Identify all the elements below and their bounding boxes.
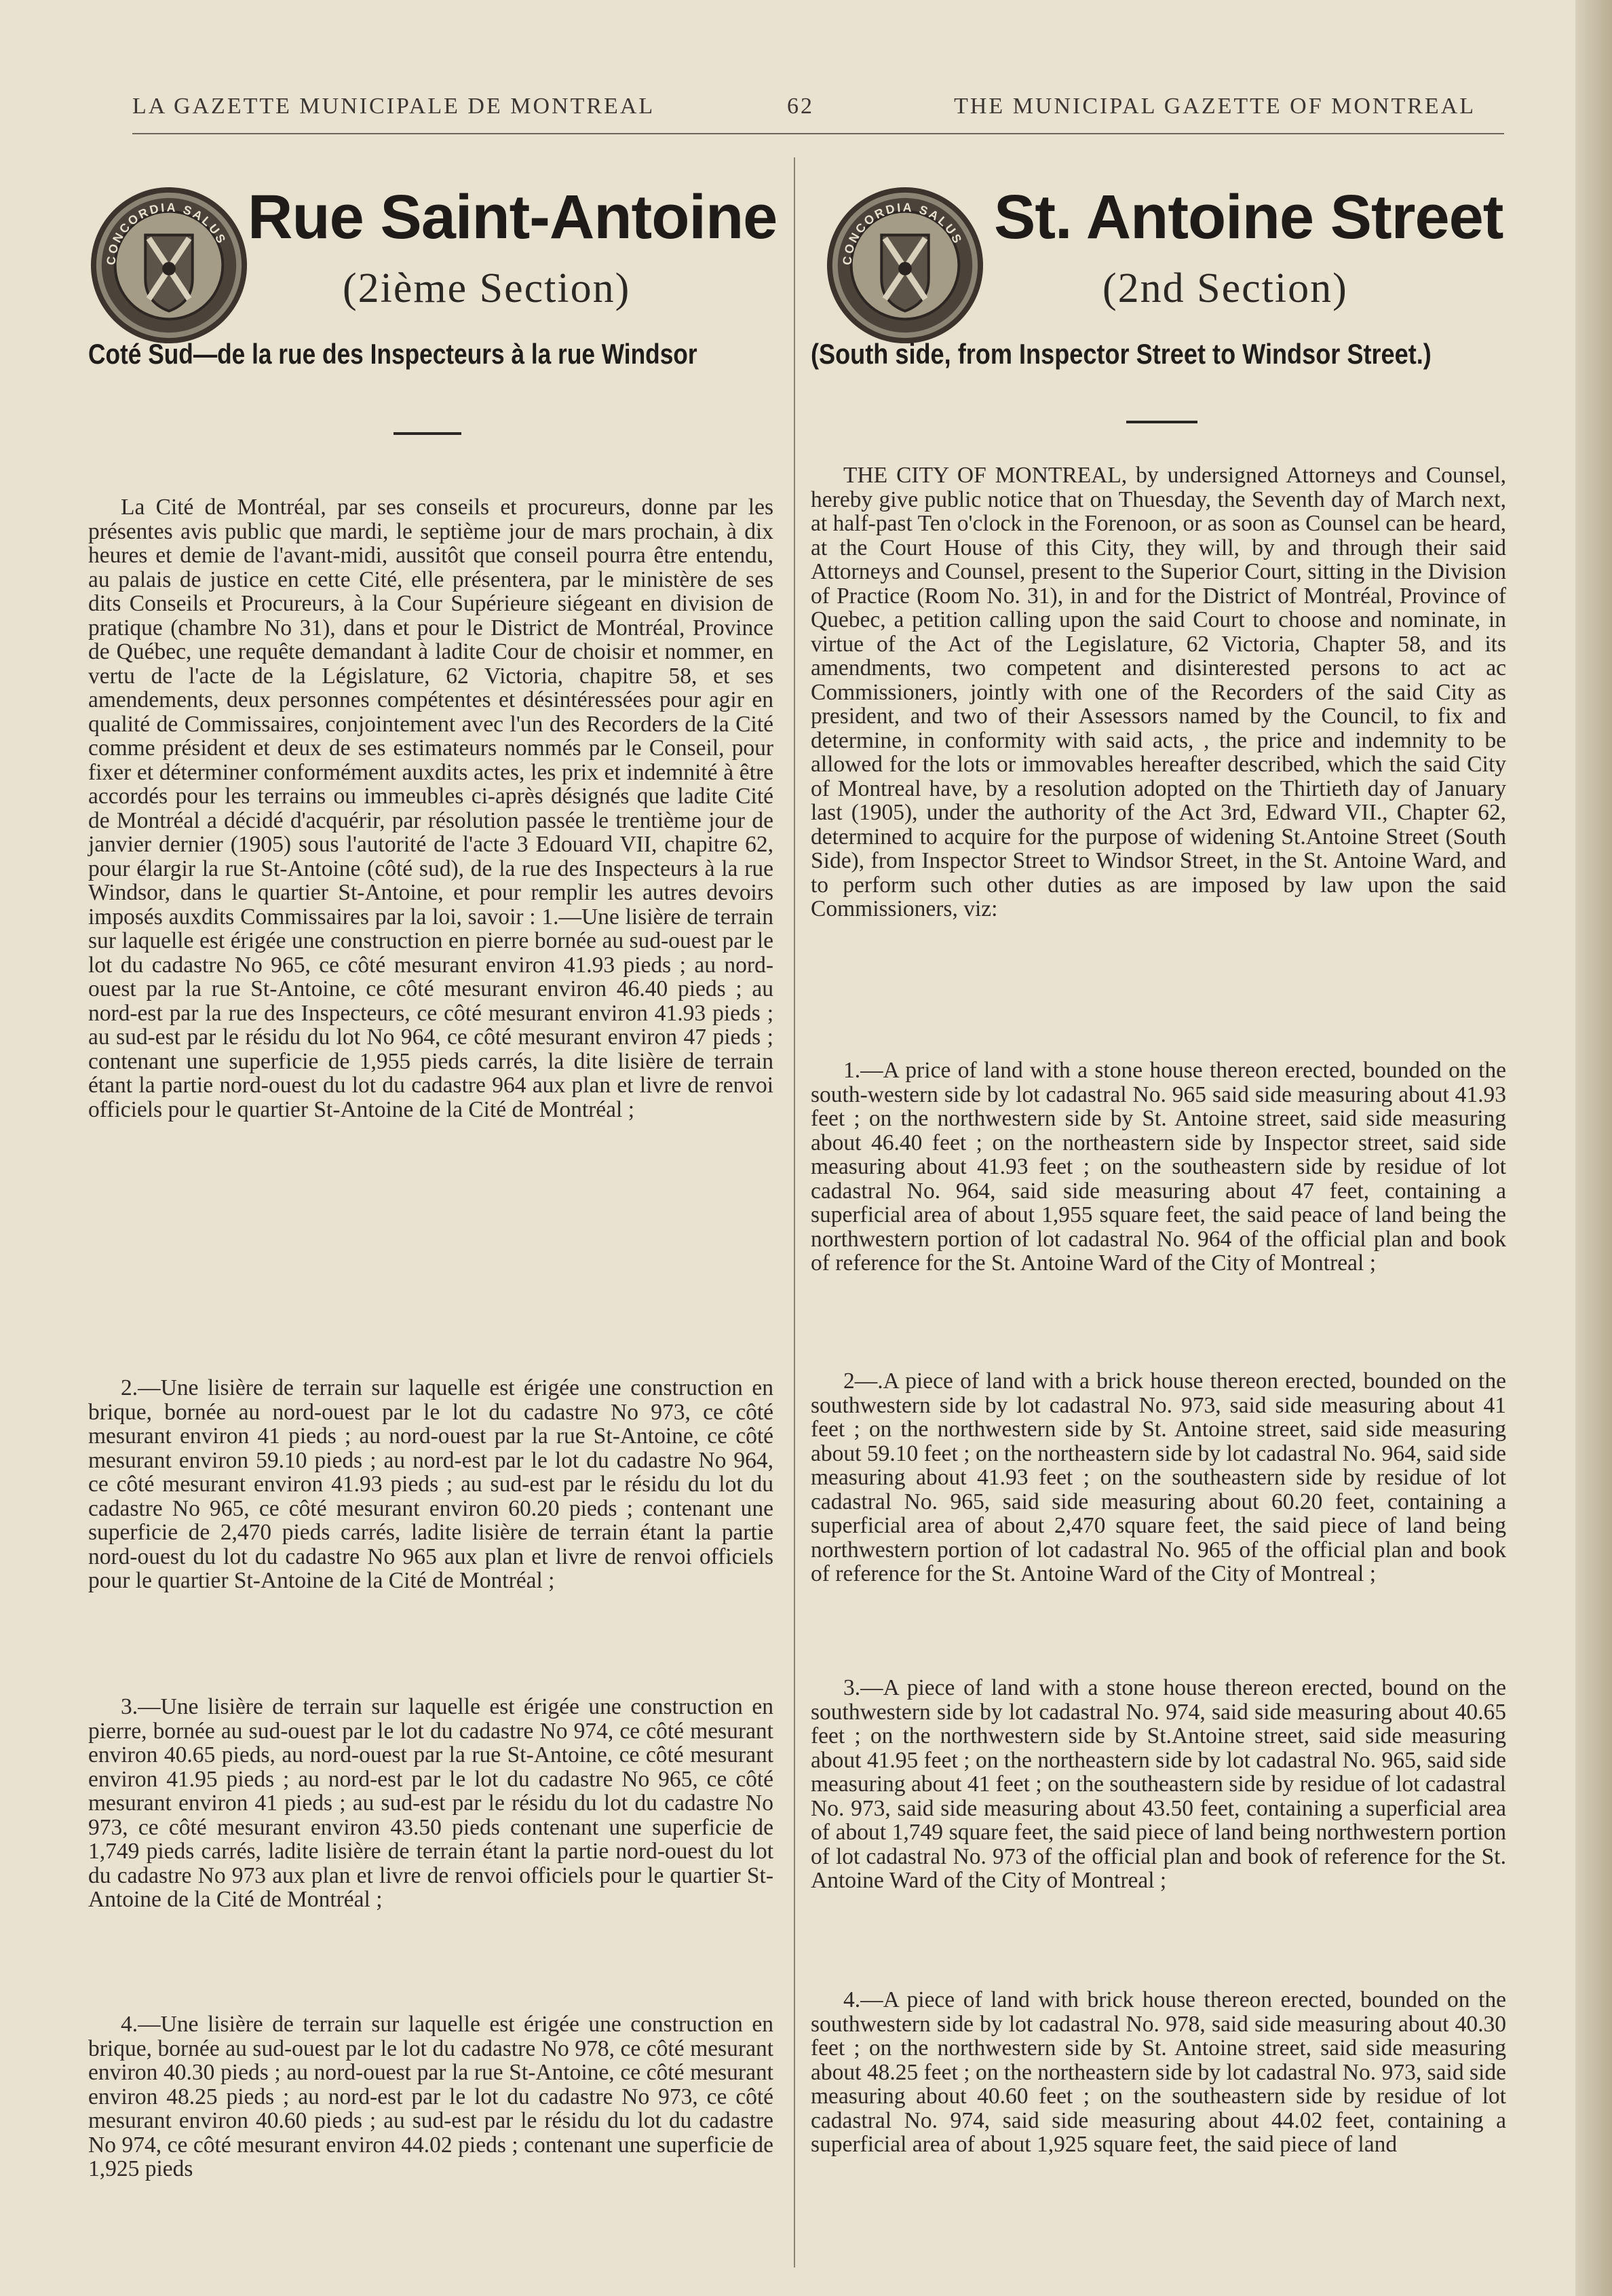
english-section-rule (1126, 421, 1197, 423)
english-intro-paragraph: THE CITY OF MONTREAL, by undersigned Attorneys and Counsel, hereby give public notice that on Thuesday, the Seventh day of March next, at half-past Ten o'clock in the Forenoon, or as soon as Counsel can be heard, at the Court House of this City, they will, by and through their said Attorneys and Counsel, present to the Superior Court, sitting in the Division of Practice (Room No. 31), in and for the District of Montréal, Province of Quebec, a petition calling upon the said Court to choose and nominate, in virtue of the Act of the Legislature, 62 Victoria, Chapter 58, and its amendments, two competent and disinterested persons to act ac Commissioners, jointly with one of the Recorders of the said City as president, and two of their Assessors named by the Council, to fix and determine, in conformity with said acts, , the price and indemnity to be allowed for the lots or immovables hereafter described, which the said City of Montreal have, by a resolution adopted on the Thirtieth day of January last (1905), under the authority of the Act 3rd, Edward VII., Chapter 62, determined to acquire for the purpose of widening St.Antoine Street (South Side), from Inspector Street to Windsor Street, in the St. Antoine Ward, and to perform such other duties as are imposed by law upon the said Commissioners, viz: (811, 463, 1506, 921)
city-seal-icon (88, 185, 250, 346)
city-seal-icon (824, 185, 986, 346)
french-item-2: 2.—Une lisière de terrain sur laquelle est érigée une construction en brique, bornée au nord-ouest par le lot du cadastre No 973, ce côté mesurant environ 41 pieds ; au nord-ouest par la rue St-Antoine, ce côté mesurant environ 59.10 pieds ; au nord-est par le lot du cadastre No 964, ce côté mesurant environ 41.93 pieds ; au sud-est par le résidu du lot du cadastre No 965, ce côté mesurant environ 60.20 pieds ; contenant une superficie de 2,470 pieds carrés, ladite lisière de terrain étant la partie nord-ouest du lot du cadastre No 965 aux plan et livre de renvoi officiels pour le quartier St-Antoine de la Cité de Montréal ; (88, 1375, 773, 1593)
header-english-title: THE MUNICIPAL GAZETTE OF MONTREAL (954, 94, 1476, 119)
french-item-3: 3.—Une lisière de terrain sur laquelle est érigée une construction en pierre, bornée au sud-ouest par le lot du cadastre No 974, ce côté mesurant environ 40.65 pieds, au nord-ouest par la rue St-Antoine, ce côté mesurant environ 41.95 pieds ; au nord-est par le lot du cadastre No 965, ce côté mesurant environ 41 pieds ; au sud-est par le résidu du lot du cadastre No 973, ce côté mesurant environ 43.50 pieds contenant une superficie de 1,749 pieds carrés, ladite lisière de terrain étant la partie nord-ouest du lot du cadastre No 973 aux plan et livre de renvoi officiels pour le quartier St-Antoine de la Cité de Montréal ; (88, 1694, 773, 1912)
french-section-rule (394, 432, 461, 435)
column-divider (794, 157, 795, 2268)
english-item-3: 3.—A piece of land with a stone house thereon erected, bound on the southwestern side by lot cadastral No. 974, said side measuring about 40.65 feet ; on the northwestern side by St.Antoine street, said side measuring about 41.95 feet ; on the northeastern side by lot cadastral No. 965, said side measuring about 41 feet ; on the southeastern side by residue of lot cadastral No. 973, said side measuring about 43.50 feet, containing a superficial area of about 1,749 square feet, the said piece of land being northwestern portion of lot cadastral No. 973 of the official plan and book of reference for the St. Antoine Ward of the City of Montreal ; (811, 1675, 1506, 1893)
page-edge (1575, 0, 1612, 2296)
english-item-4: 4.—A piece of land with brick house thereon erected, bounded on the southwestern side by lot cadastral No. 978, said side measuring about 40.30 feet ; on the northwestern side by St. Antoine street, said side measuring about 48.25 feet ; on the northeastern side by lot cadastral No. 973, said side measuring about 40.60 feet ; on the southeastern side by residue of lot cadastral No. 974, said side measuring about 44.02 feet, containing a superficial area of about 1,925 square feet, the said piece of land (811, 1987, 1506, 2157)
french-intro-paragraph: La Cité de Montréal, par ses conseils et procureurs, donne par les présentes avis public que mardi, le septième jour de mars prochain, à dix heures et demie de l'avant-midi, aussitôt que conseil pourra être entendu, au palais de justice en cette Cité, elle présentera, par le ministère de ses dits Conseils et Procureurs, à la Cour Supérieure siégeant en division de pratique (chambre No 31), dans et pour le District de Montréal, Province de Québec, une requête demandant à ladite Cour de choisir et nommer, en vertu de l'acte de la Législature, 62 Victoria, chapitre 58, et ses amendements, deux personnes compétentes et désintéressées pour agir en qualité de Commissaires, conjointement avec l'un des Recorders de la Cité comme président et deux de ses estimateurs nommés par le Conseil, pour fixer et déterminer conformément auxdits actes, les prix et indemnité à être accordés pour les terrains ou immeubles ci-après désignés que ladite Cité de Montréal a décidé d'acquérir, par résolution passée le trentième jour de janvier dernier (1905) sous l'autorité de l'acte 3 Edouard VII, chapitre 62, pour élargir la rue St-Antoine (côté sud), de la rue des Inspecteurs à la rue Windsor, dans le quartier St-Antoine, et pour remplir les autres devoirs imposés auxdits Commissaires par la loi, savoir : 1.—Une lisière de terrain sur laquelle est érigée une construction en pierre bornée au sud-ouest par le lot du cadastre No 965, ce côté mesurant environ 41.93 pieds ; au nord-ouest par la rue St-Antoine, ce côté mesurant environ 46.40 pieds ; au nord-est par la rue des Inspecteurs, ce côté mesurant environ 41.93 pieds ; au sud-est par le résidu du lot No 964, ce côté mesurant environ 47 pieds ; contenant une superficie de 1,955 pieds carrés, la dite lisière de terrain étant la partie nord-ouest du lot du cadastre 964 aux plan et livre de renvoi officiels pour le quartier St-Antoine de la Cité de Montréal ; (88, 495, 773, 1122)
seal-motto: CONCORDIA SALUS (104, 200, 229, 266)
english-subtitle: (2nd Section) (1102, 265, 1348, 311)
header-french-title: LA GAZETTE MUNICIPALE DE MONTREAL (132, 94, 655, 119)
english-side-heading: (South side, from Inspector Street to Windsor Street.) (811, 338, 1432, 370)
english-title: St. Antoine Street (994, 183, 1503, 252)
french-subtitle: (2ième Section) (343, 265, 631, 311)
english-item-1: 1.—A price of land with a stone house thereon erected, bounded on the south-western side by lot cadastral No. 965 said side measuring about 41.93 feet ; on the northwestern side by St. Antoine street, said side measuring about 46.40 feet ; on the northeastern side by Inspector street, said side measuring about 41.93 feet ; on the southeastern side by residue of lot cadastral No. 964, said side measuring about 47 feet, containing a superficial area of about 1,955 square feet, the said peace of land being the northwestern portion of lot cadastral No. 964 of the official plan and book of reference for the St. Antoine Ward of the City of Montreal ; (811, 1058, 1506, 1276)
header-rule (132, 133, 1504, 134)
seal-motto: CONCORDIA SALUS (840, 200, 965, 266)
english-item-2: 2—.A piece of land with a brick house thereon erected, bounded on the southwestern side by lot cadastral No. 973, said side measuring about 41 feet ; on the northwestern side by St. Antoine street, said side measuring about 59.10 feet ; on the northeastern side by lot cadastral No. 964, said side measuring about 41.93 feet ; on the southeastern side by residue of lot cadastral No. 965, said side measuring about 60.20 feet, containing a superficial area of about 2,470 square feet, the said piece of land being northwestern portion of lot cadastral No. 965 of the official plan and book of reference for the St. Antoine Ward of the City of Montreal ; (811, 1369, 1506, 1586)
running-header (132, 94, 1476, 128)
french-title: Rue Saint-Antoine (248, 183, 778, 252)
page-number: 62 (787, 94, 814, 119)
french-item-4: 4.—Une lisière de terrain sur laquelle est érigée une construction en brique, bornée au sud-ouest par le lot du cadastre No 978, ce côté mesurant environ 40.30 pieds ; au nord-ouest par la rue St-Antoine, ce côté mesurant environ 48.25 pieds ; au nord-est par le lot du cadastre No 973, ce côté mesurant environ 40.60 pieds ; au sud-est par le résidu du lot du cadastre No 974, ce côté mesurant environ 44.02 pieds ; contenant une superficie de 1,925 pieds (88, 2012, 773, 2181)
french-side-heading: Coté Sud—de la rue des Inspecteurs à la rue Windsor (88, 338, 697, 370)
